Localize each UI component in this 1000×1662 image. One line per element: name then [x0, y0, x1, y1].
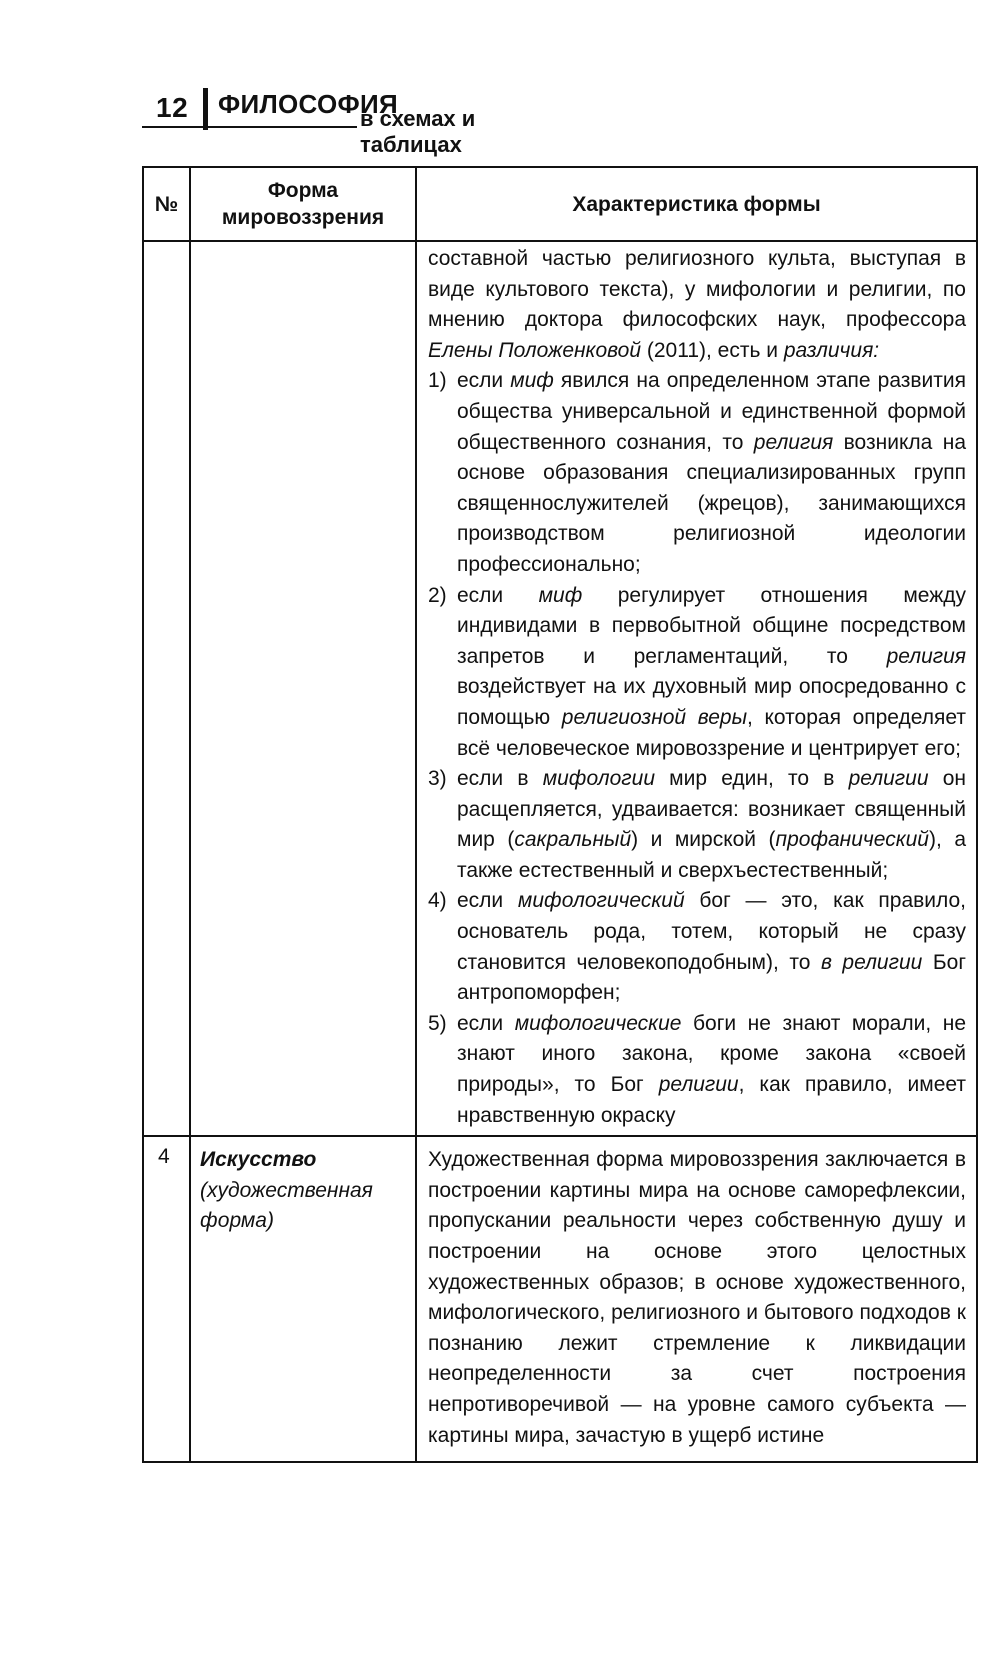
emphasis-text: мифологические — [514, 1011, 682, 1035]
description-intro — [428, 244, 966, 366]
list-item-text: он расщепляется, удваивается: возникает священный мир ( — [457, 767, 966, 852]
row-form-cell — [190, 1136, 416, 1462]
form-name: Искусство — [200, 1148, 317, 1172]
list-item-text: боги не знают морали, не знают иного закона, кроме закона «своей природы», то Бог — [457, 1011, 967, 1097]
row-number-cell: 4 — [143, 1136, 190, 1462]
row-form-cell — [190, 241, 416, 1136]
book-title: ФИЛОСОФИЯ — [218, 89, 398, 119]
emphasis-text: религии — [848, 767, 929, 791]
list-item-text: регулирует отношения между индивидами в первобытной общине посредством запретов и регламентаций, то — [457, 583, 966, 668]
list-item-text: ), а также естественный и сверхъестественный; — [457, 828, 967, 882]
list-item — [428, 1009, 966, 1131]
form-description: Художественная форма мировоззрения заключается в построении картины мира на основе саморефлексии, пропускании реальности через собственную душу и построении на основе этого целостных художественных образов; в основе художественного, мифологического, религиозного и бытового подходов к познанию лежит стремление к ликвидации неопределенности за счет построения непротиворечивой — на уровне самого субъекта — картины мира, зачастую в ущерб истине — [428, 1148, 966, 1447]
list-item-number: 2) — [428, 583, 447, 607]
emphasis-text: Елены Положенковой — [428, 338, 642, 362]
table-row — [143, 241, 977, 1136]
list-item-text: если в — [457, 767, 543, 791]
list-item-text: если — [457, 889, 518, 913]
column-header-number: № — [143, 167, 190, 241]
running-header — [142, 88, 562, 157]
list-item — [428, 581, 966, 765]
emphasis-text: религии — [658, 1073, 739, 1097]
list-item-text: если — [457, 369, 511, 393]
table-header-row — [143, 167, 977, 241]
emphasis-text: мифологический — [517, 889, 685, 913]
list-item-text: ) и мирской ( — [631, 828, 776, 852]
row-number-cell — [143, 241, 190, 1136]
row-description-cell — [416, 241, 977, 1136]
emphasis-text: различия: — [783, 338, 880, 362]
emphasis-text: мифологии — [542, 767, 655, 791]
intro-text: составной частью религиозного культа, выступая в виде культового текста), у мифологии и религии, по мнению доктора философских наук, профессора — [428, 247, 966, 332]
column-header-description: Характеристика формы — [416, 167, 977, 241]
emphasis-text: религия — [886, 644, 966, 668]
emphasis-text: профанический — [775, 828, 929, 852]
list-item-text: мир един, то в — [655, 767, 849, 791]
list-item-text: воздействует на их духовный мир опосредованно с помощью — [457, 675, 966, 729]
book-subtitle: в схемах и таблицах — [360, 106, 476, 157]
worldview-forms-table — [142, 166, 978, 1463]
form-subtitle: (художественная форма) — [200, 1178, 373, 1233]
list-item-text: явился на определенном этапе развития общества универсальной и единственной формой общественного сознания, то — [457, 369, 967, 454]
emphasis-text: сакральный — [514, 828, 632, 852]
intro-text: (2011), есть и — [641, 338, 784, 362]
emphasis-text: в религии — [820, 950, 923, 974]
list-item-text: Бог антропоморфен; — [457, 950, 966, 1005]
header-divider — [203, 88, 208, 130]
list-item — [428, 886, 966, 1008]
emphasis-text: религия — [753, 430, 834, 454]
list-item-text: возникла на основе образования специализированных групп священнослужителей (жрецов), занимающихся производством религиозной идеологии профессионально; — [457, 430, 966, 576]
list-item-text: если — [457, 1011, 515, 1035]
list-item-number: 5) — [428, 1011, 447, 1035]
list-item-text: бог — это, как правило, основатель рода, тотем, который не сразу становится человекоподобным), то — [457, 889, 967, 974]
differences-list — [428, 366, 966, 1131]
list-item — [428, 764, 966, 886]
emphasis-text: религиозной веры — [561, 705, 748, 729]
list-item-text: , которая определяет всё человеческое мировоззрение и центрирует его; — [457, 705, 966, 760]
emphasis-text: миф — [538, 583, 583, 607]
emphasis-text: миф — [510, 369, 554, 393]
page-number: 12 — [156, 92, 189, 123]
column-header-form: Форма мировоззрения — [190, 167, 416, 241]
list-item — [428, 366, 966, 580]
list-item-text: если — [457, 583, 539, 607]
list-item-number: 3) — [428, 767, 447, 791]
header-rule — [142, 126, 357, 128]
row-description-cell — [416, 1136, 977, 1462]
list-item-text: , как правило, имеет нравственную окраску — [457, 1073, 966, 1127]
list-item-number: 4) — [428, 889, 447, 913]
list-item-number: 1) — [428, 369, 447, 393]
table-row — [143, 1136, 977, 1462]
